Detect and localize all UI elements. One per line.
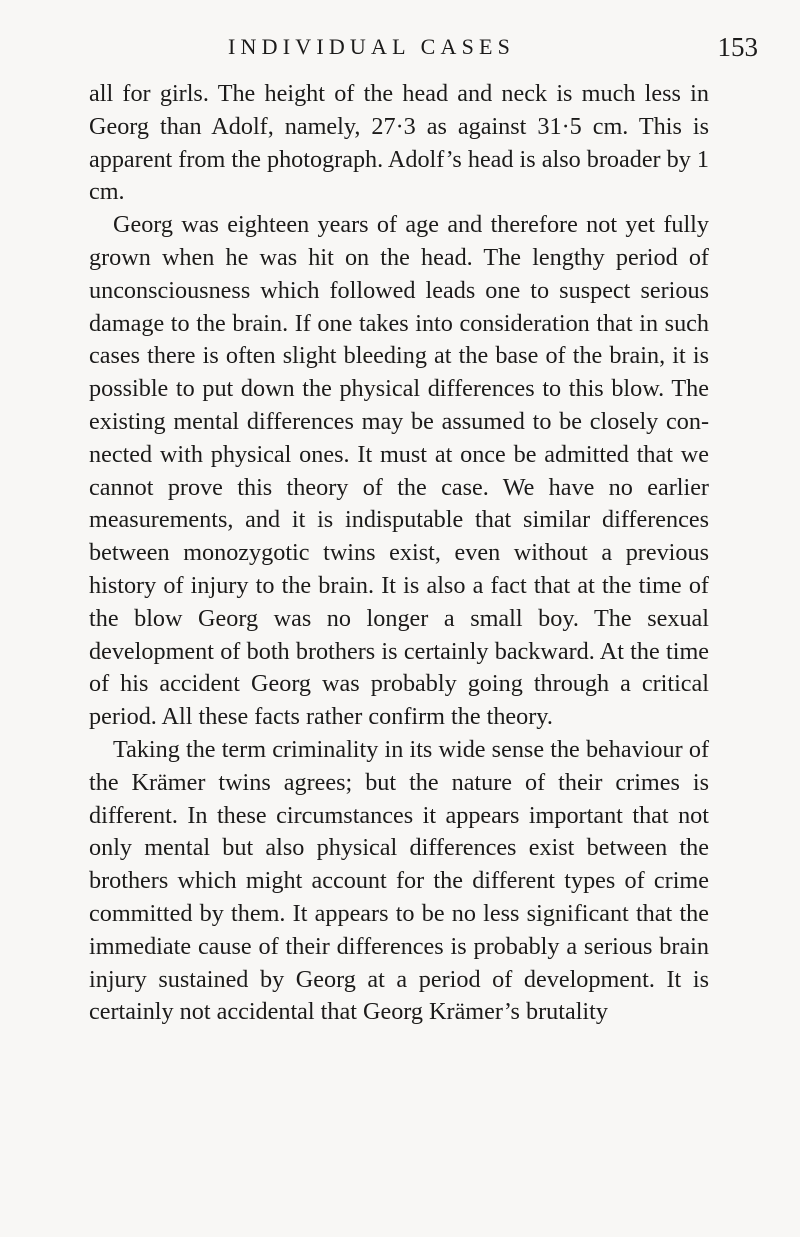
- paragraph-criminality: Taking the term criminality in its wide sense the behaviour of the Krämer twins agrees; but the nature of their crimes is different. In these circumstances it appears important that not only mental but also physical differences exist between the brothers which might account for the different types of crime committed by them. It appears to be no less significant that the immediate cause of their differences is probably a serious brain injury sustained by Georg at a period of development. It is certainly not accidental that Georg Krämer’s brutality: [89, 735, 709, 1026]
- paragraph-georg-injury: Georg was eighteen years of age and therefore not yet fully grown when he was hit on the head. The lengthy period of unconsciousness which followed leads one to suspect serious damage to the brain. If one takes into consideration that in such cases there is often slight bleeding at the base of the brain, it is possible to put down the physical differences to this blow. The existing mental differences may be assumed to be closely connected with physical ones. It must at once be admitted that we cannot prove this theory of the case. We have no earlier measurements, and it is indisputable that similar differences between monozygotic twins exist, even without a previous history of injury to the brain. It is also a fact that at the time of the blow Georg was no longer a small boy. The sexual development of both brothers is certainly backward. At the time of his accident Georg was probably going through a critical period. All these facts rather confirm the theory.: [89, 211, 709, 731]
- paragraph-continued: all for girls. The height of the head and neck is much less in Georg than Adolf, namely, 27·3 as against 31·5 cm. This is apparent from the photograph. Adolf’s head is also broader by 1 cm.: [89, 80, 709, 206]
- page-number: 153: [717, 32, 758, 62]
- running-title: INDIVIDUAL CASES: [228, 34, 516, 59]
- body-text: [89, 78, 709, 1029]
- running-head: [0, 32, 800, 66]
